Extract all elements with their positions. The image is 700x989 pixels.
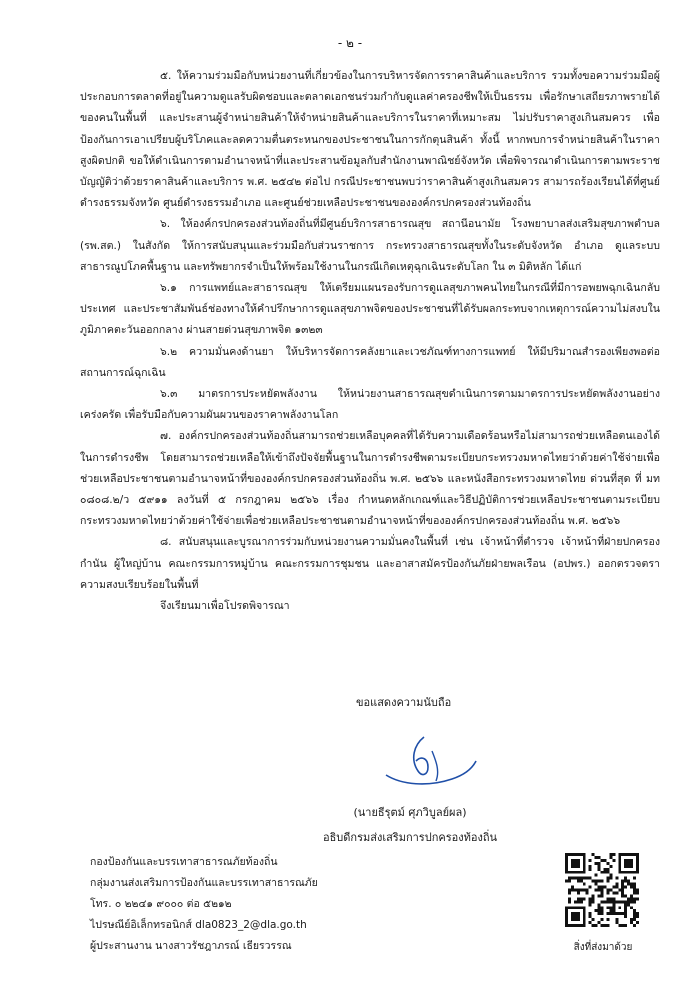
signer-name: (นายธีรุตม์ ศุภวิบูลย์ผล) <box>353 806 467 819</box>
footer-email: ไปรษณีย์อิเล็กทรอนิกส์ dla0823_2@dla.go.th <box>90 919 307 931</box>
closing-phrase: ขอแสดงความนับถือ <box>356 696 452 709</box>
letter-body <box>80 66 660 617</box>
paragraph-item-6-2: ๖.๒ ความมั่นคงด้านยา ให้บริหารจัดการคลังยาและเวชภัณฑ์ทางการแพทย์ ให้มีปริมาณสำรองเพียงพอต่อสถานการณ์ฉุกเฉิน <box>80 345 660 379</box>
paragraph-request: จึงเรียนมาเพื่อโปรดพิจารณา <box>160 600 290 613</box>
signature-image <box>366 731 486 793</box>
paragraph-item-5: ๕. ให้ความร่วมมือกับหน่วยงานที่เกี่ยวข้องในการบริหารจัดการราคาสินค้าและบริการ รวมทั้งขอความร่วมมือผู้ประกอบการตลาดที่อยู่ในความดูแลรับผิดชอบและตลาดเอกชนร่วมกำกับดูแลค่าครองชีพให้เป็นธรรม เพื่อรักษาเสถียรภาพรายได้ของคนในพื้นที่ และประสานผู้จำหน่ายสินค้าให้จำหน่ายสินค้าและบริการในราคาที่เหมาะสม ไม่ปรับราคาสูงเกินสมควร เพื่อป้องกันการเอาเปรียบผู้บริโภคและลดความตื่นตระหนกของประชาชนในการกักตุนสินค้า ทั้งนี้ หากพบการจำหน่ายสินค้าในราคาสูงผิดปกติ ขอให้ดำเนินการตามอำนาจหน้าที่และประสานข้อมูลกับสำนักงานพาณิชย์จังหวัด เพื่อพิจารณาดำเนินการตามพระราชบัญญัติว่าด้วยราคาสินค้าและบริการ พ.ศ. ๒๕๔๒ ต่อไป กรณีประชาชนพบว่าราคาสินค้าสูงเกินสมควร สามารถร้องเรียนได้ที่ศูนย์ดำรงธรรมจังหวัด ศูนย์ดำรงธรรมอำเภอ และศูนย์ช่วยเหลือประชาชนขององค์กรปกครองส่วนท้องถิ่น <box>80 70 660 210</box>
paragraph-item-6-1: ๖.๑ การแพทย์และสาธารณสุข ให้เตรียมแผนรองรับการดูแลสุขภาพคนไทยในกรณีที่มีการอพยพฉุกเฉินกลับประเทศ และประชาสัมพันธ์ช่องทางให้คำปรึกษาการดูแลสุขภาพจิตของประชาชนที่ได้รับผลกระทบจากเหตุการณ์ความไม่สงบในภูมิภาคตะวันออกกลาง ผ่านสายด่วนสุขภาพจิต ๑๓๒๓ <box>80 282 660 337</box>
signer-title: อธิบดีกรมส่งเสริมการปกครองท้องถิ่น <box>322 831 498 844</box>
contact-footer <box>90 852 490 957</box>
footer-phone: โทร. ๐ ๒๒๔๑ ๙๐๐๐ ต่อ ๕๒๑๒ <box>90 898 232 910</box>
footer-coordinator: ผู้ประสานงาน นางสาวรัชฎาภรณ์ เธียรวรรณ <box>90 940 292 952</box>
qr-code-icon[interactable] <box>565 853 639 927</box>
paragraph-item-8: ๘. สนับสนุนและบูรณาการร่วมกับหน่วยงานความมั่นคงในพื้นที่ เช่น เจ้าหน้าที่ตำรวจ เจ้าหน้าที่ฝ่ายปกครอง กำนัน ผู้ใหญ่บ้าน คณะกรรมการหมู่บ้าน คณะกรรมการชุมชน และอาสาสมัครป้องกันภัยฝ่ายพลเรือน (อปพร.) ออกตรวจตราความสงบเรียบร้อยในพื้นที่ <box>80 536 660 591</box>
paragraph-item-7: ๗. องค์กรปกครองส่วนท้องถิ่นสามารถช่วยเหลือบุคคลที่ได้รับความเดือดร้อนหรือไม่สามารถช่วยเหลือตนเองได้ในการดำรงชีพ โดยสามารถช่วยเหลือให้เข้าถึงปัจจัยพื้นฐานในการดำรงชีพตามระเบียบกระทรวงมหาดไทยว่าด้วยค่าใช้จ่ายเพื่อช่วยเหลือประชาชนตามอำนาจหน้าที่ขององค์กรปกครองส่วนท้องถิ่น พ.ศ. ๒๕๖๖ และหนังสือกระทรวงมหาดไทย ด่วนที่สุด ที่ มท ๐๘๐๘.๒/ว ๕๙๑๑ ลงวันที่ ๕ กรกฎาคม ๒๕๖๖ เรื่อง กำหนดหลักเกณฑ์และวิธีปฏิบัติการช่วยเหลือประชาชนตามระเบียบกระทรวงมหาดไทยว่าด้วยค่าใช้จ่ายเพื่อช่วยเหลือประชาชนตามอำนาจหน้าที่ขององค์กรปกครองส่วนท้องถิ่น พ.ศ. ๒๕๖๖ <box>80 430 660 528</box>
page-number: - ๒ - <box>337 36 363 50</box>
footer-office: กองป้องกันและบรรเทาสาธารณภัยท้องถิ่น <box>90 856 278 868</box>
paragraph-item-6: ๖. ให้องค์กรปกครองส่วนท้องถิ่นที่มีศูนย์บริการสาธารณสุข สถานีอนามัย โรงพยาบาลส่งเสริมสุขภาพตำบล (รพ.สต.) ในสังกัด ให้การสนับสนุนและร่วมมือกับส่วนราชการ กระทรวงสาธารณสุขทั้งในระดับจังหวัด อำเภอ ดูแลระบบสาธารณูปโภคพื้นฐาน และทรัพยากรจำเป็นให้พร้อมใช้งานในกรณีเกิดเหตุฉุกเฉินระดับโลก ใน ๓ มิติหลัก ได้แก่ <box>80 218 660 273</box>
footer-division: กลุ่มงานส่งเสริมการป้องกันและบรรเทาสาธารณภัย <box>90 877 318 889</box>
paragraph-item-6-3: ๖.๓ มาตรการประหยัดพลังงาน ให้หน่วยงานสาธารณสุขดำเนินการตามมาตรการประหยัดพลังงานอย่างเคร่งครัด เพื่อรับมือกับความผันผวนของราคาพลังงานโลก <box>80 388 660 422</box>
qr-caption: สิ่งที่ส่งมาด้วย <box>573 942 633 953</box>
